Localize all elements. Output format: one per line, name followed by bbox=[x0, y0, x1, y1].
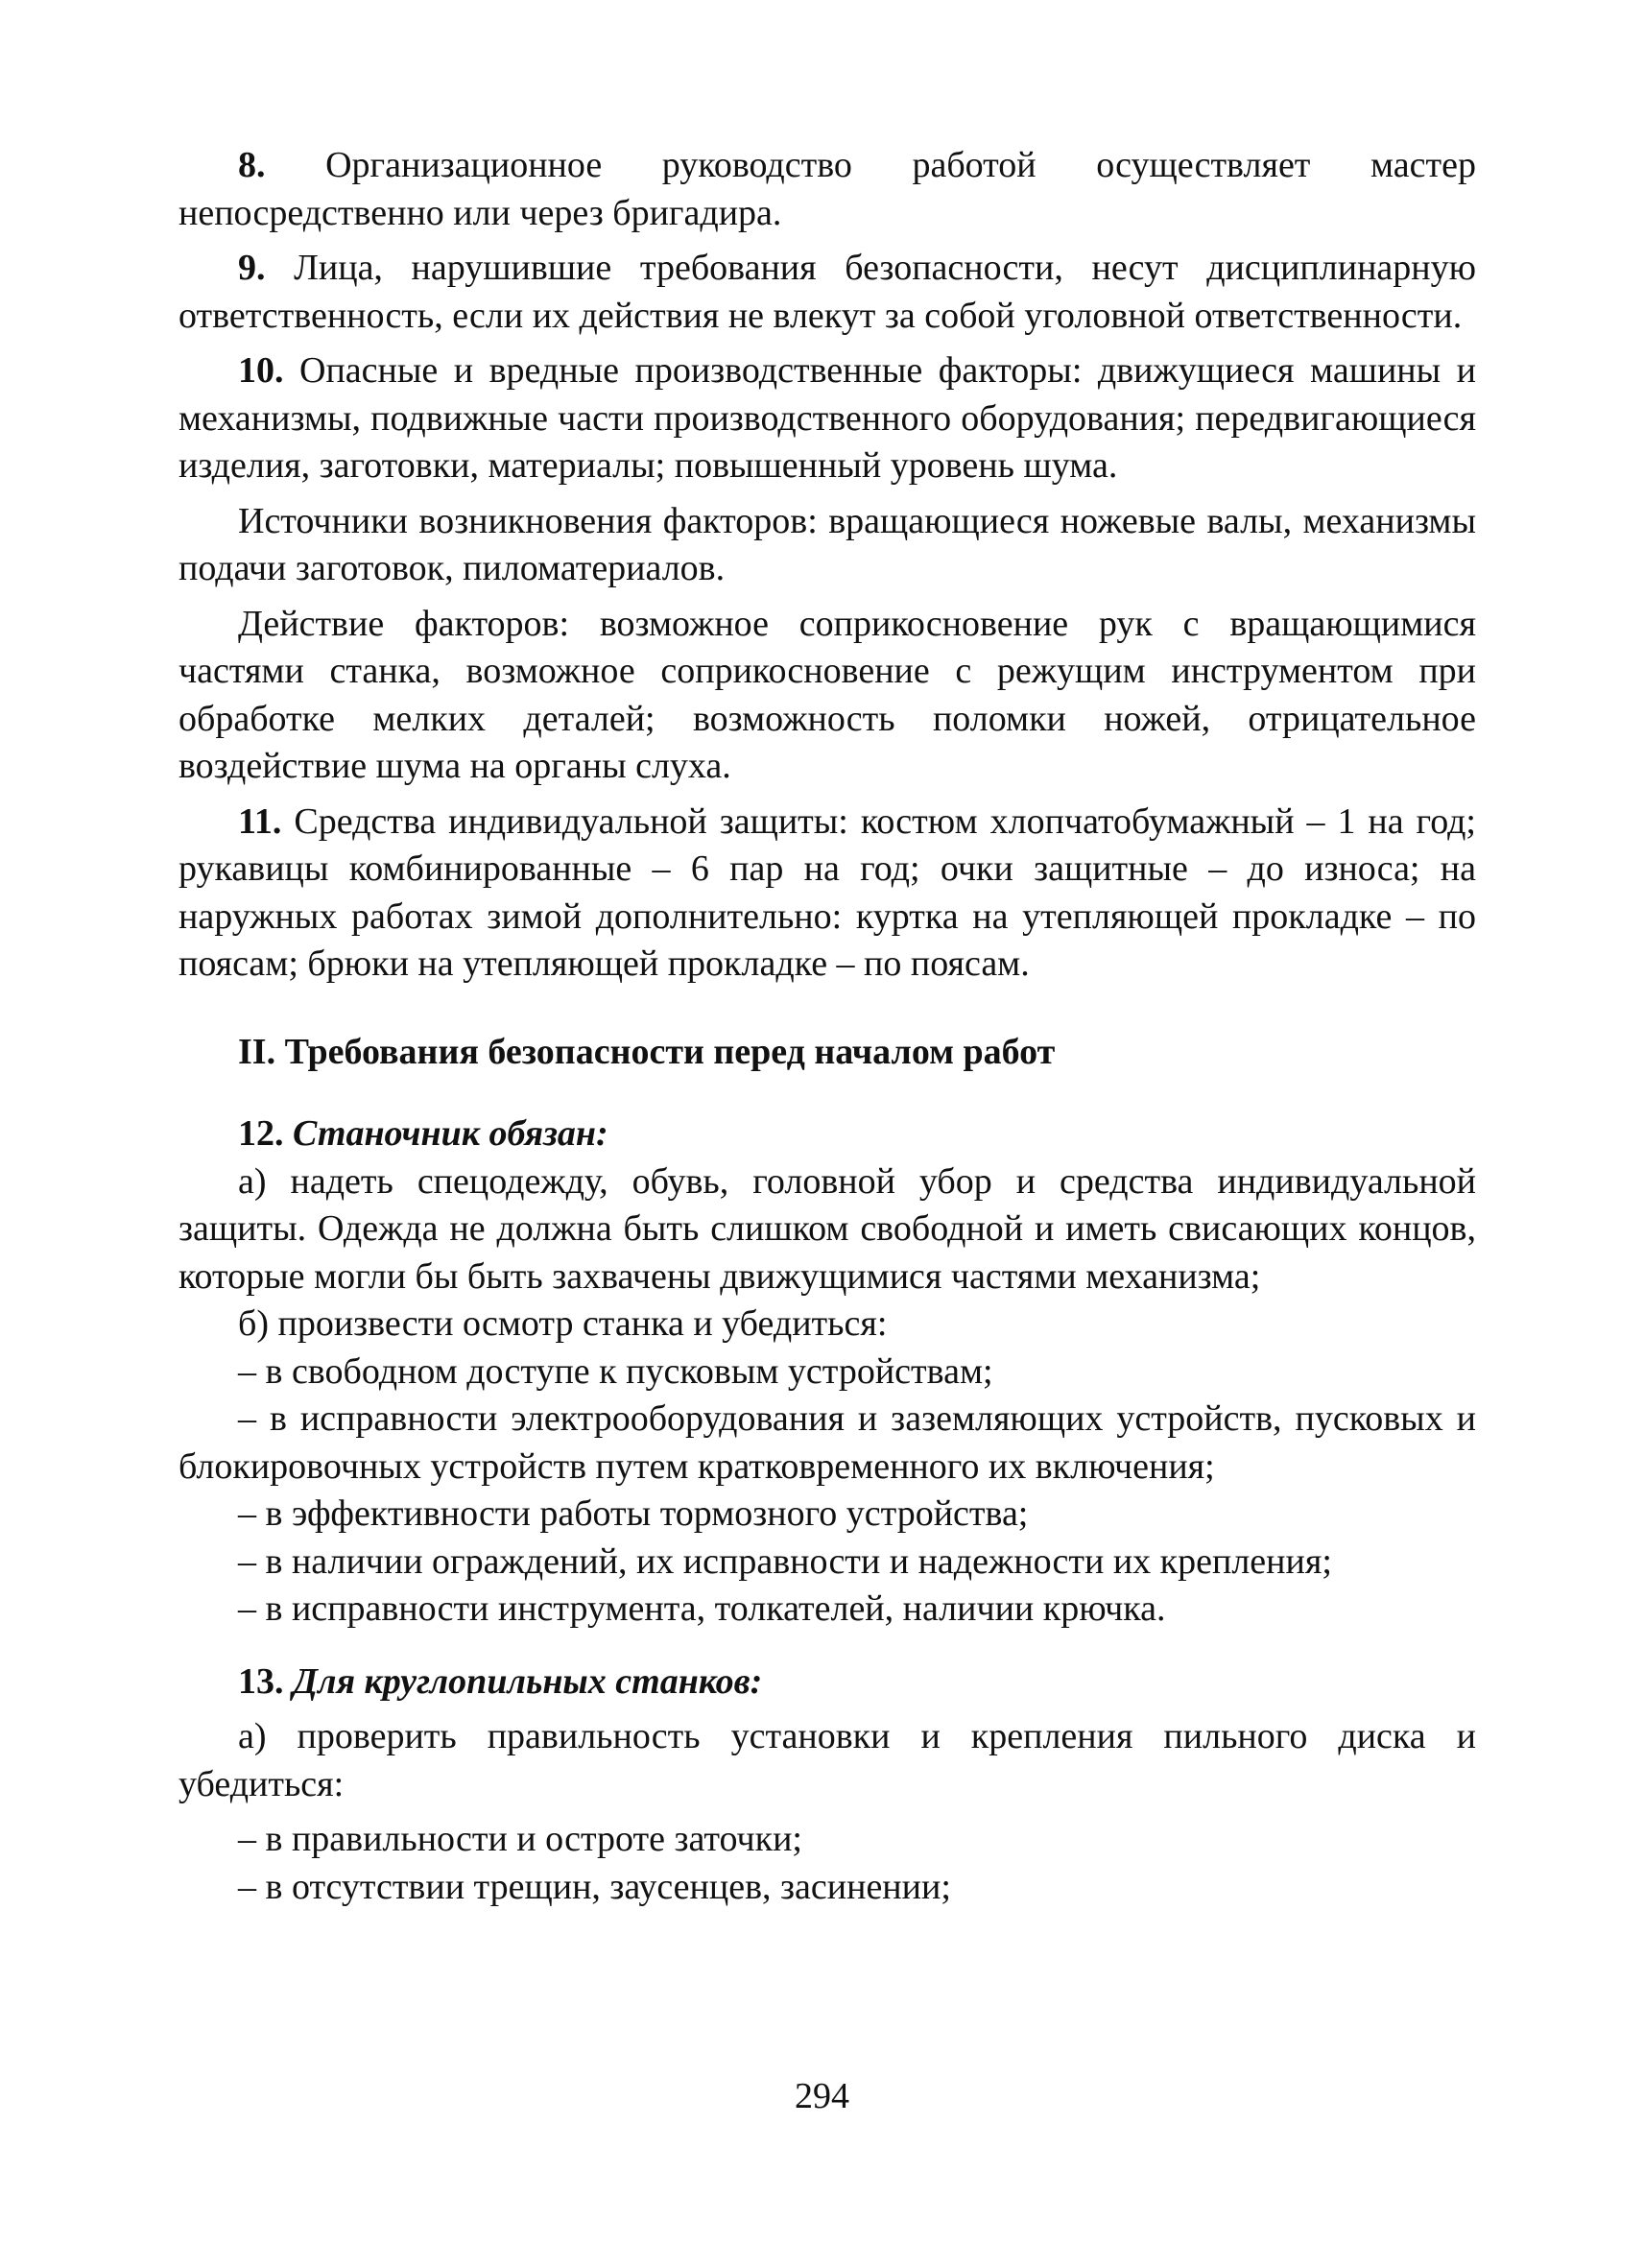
paragraph-text: Организационное руководство работой осуществляет мастер непосредственно или через бригадира. bbox=[179, 145, 1476, 233]
paragraph-number: 11. bbox=[238, 800, 282, 842]
section-heading: II. Требования безопасности перед началом работ bbox=[238, 1031, 1056, 1072]
paragraph-subtitle: Для круглопильных станков: bbox=[283, 1660, 763, 1702]
list-item: – в эффективности работы тормозного устройства; bbox=[238, 1493, 1029, 1534]
paragraph-10 bbox=[179, 347, 1476, 490]
paragraph-12-b: б) произвести осмотр станка и убедиться: bbox=[238, 1303, 888, 1344]
paragraph-text: Средства индивидуальной защиты: костюм хлопчатобумажный – 1 на год; рукавицы комбинированные – 6 пар на год; очки защитные – до износа; на наружных работах зимой дополнительно: куртка на утепляющей прокладке – по поясам; брюки на утепляющей прокладке – по поясам. bbox=[179, 800, 1476, 984]
paragraph-text: Лица, нарушившие требования безопасности, несут дисциплинарную ответственность, если их действия не влекут за собой уголовной ответственности. bbox=[179, 248, 1476, 336]
paragraph-9 bbox=[179, 245, 1476, 340]
paragraph-number: 13. bbox=[238, 1660, 284, 1702]
list-item: – в исправности инструмента, толкателей, наличии крючка. bbox=[238, 1588, 1166, 1629]
page-number: 294 bbox=[795, 2076, 849, 2116]
paragraph-10-sources: Источники возникновения факторов: вращающиеся ножевые валы, механизмы подачи заготовок, пиломатериалов. bbox=[179, 500, 1476, 588]
list-item: – в свободном доступе к пусковым устройствам; bbox=[238, 1350, 993, 1392]
paragraph-number: 8. bbox=[238, 145, 266, 185]
list-item: – в наличии ограждений, их исправности и надежности их крепления; bbox=[238, 1540, 1332, 1582]
paragraph-11 bbox=[179, 799, 1476, 989]
paragraph-number: 9. bbox=[238, 248, 266, 288]
list-item: – в исправности электрооборудования и заземляющих устройств, пусковых и блокировочных устройств путем кратковременного их включения; bbox=[179, 1398, 1476, 1487]
paragraph-number: 10. bbox=[238, 350, 284, 391]
paragraph-12-a: а) надеть спецодежду, обувь, головной убор и средства индивидуальной защиты. Одежда не должна быть слишком свободной и иметь свисающих концов, которые могли бы быть захвачены движущимися частями механизма; bbox=[179, 1160, 1476, 1297]
page-body bbox=[179, 142, 1476, 1911]
paragraph-8 bbox=[179, 142, 1476, 237]
paragraph-10-action: Действие факторов: возможное соприкосновение рук с вращающимися частями станка, возможное соприкосновение с режущим инструментом при обработке мелких деталей; возможность поломки ножей, отрицательное воздействие шума на органы слуха. bbox=[179, 603, 1476, 786]
paragraph-subtitle: Станочник обязан: bbox=[283, 1113, 608, 1154]
list-item: – в правильности и остроте заточки; bbox=[238, 1819, 802, 1859]
paragraph-text: Опасные и вредные производственные факторы: движущиеся машины и механизмы, подвижные части производственного оборудования; передвигающиеся изделия, заготовки, материалы; повышенный уровень шума. bbox=[179, 350, 1476, 486]
paragraph-13-title bbox=[179, 1659, 1476, 1707]
paragraph-12-title bbox=[179, 1110, 1476, 1158]
paragraph-number: 12. bbox=[238, 1113, 284, 1154]
list-item: – в отсутствии трещин, заусенцев, засинении; bbox=[238, 1866, 951, 1907]
paragraph-13-a: а) проверить правильность установки и крепления пильного диска и убедиться: bbox=[179, 1716, 1476, 1804]
